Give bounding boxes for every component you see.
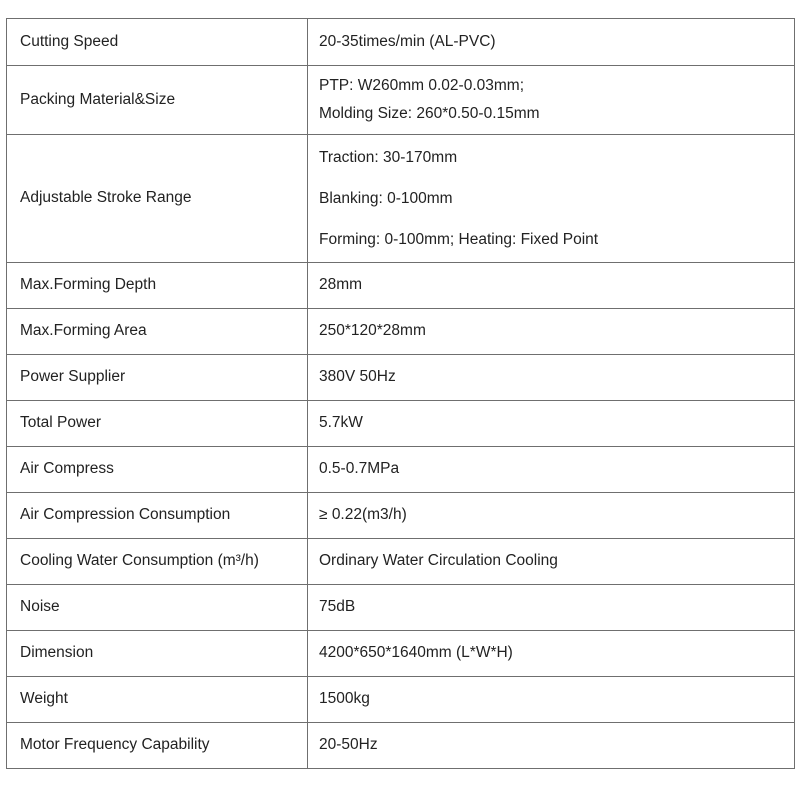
spec-value: 1500kg — [308, 677, 795, 723]
spec-value: 0.5-0.7MPa — [308, 447, 795, 493]
spec-value: 4200*650*1640mm (L*W*H) — [308, 631, 795, 677]
spec-value: 20-35times/min (AL-PVC) — [308, 19, 795, 66]
table-row — [7, 585, 795, 631]
spec-label: Max.Forming Depth — [7, 263, 308, 309]
table-row — [7, 263, 795, 309]
spec-label: Weight — [7, 677, 308, 723]
spec-value-line: Molding Size: 260*0.50-0.15mm — [319, 105, 540, 122]
spec-value: 250*120*28mm — [308, 309, 795, 355]
table-row — [7, 723, 795, 769]
spec-label: Noise — [7, 585, 308, 631]
spec-label: Air Compress — [7, 447, 308, 493]
spec-label: Motor Frequency Capability — [7, 723, 308, 769]
table-row — [7, 631, 795, 677]
spec-label: Cooling Water Consumption (m³/h) — [7, 539, 308, 585]
table-row — [7, 66, 795, 135]
spec-value-line: Traction: 30-170mm — [319, 149, 458, 166]
spec-label: Adjustable Stroke Range — [7, 135, 308, 263]
table-row — [7, 19, 795, 66]
table-row — [7, 539, 795, 585]
spec-label: Max.Forming Area — [7, 309, 308, 355]
spec-label: Cutting Speed — [7, 19, 308, 66]
spec-label: Dimension — [7, 631, 308, 677]
spec-value: Ordinary Water Circulation Cooling — [308, 539, 795, 585]
table-row — [7, 447, 795, 493]
spec-table — [6, 18, 795, 769]
spec-value: 20-50Hz — [308, 723, 795, 769]
spec-label: Total Power — [7, 401, 308, 447]
table-row — [7, 355, 795, 401]
spec-value: 75dB — [308, 585, 795, 631]
spec-label: Power Supplier — [7, 355, 308, 401]
spec-label: Packing Material&Size — [7, 66, 308, 135]
spec-value-line: Forming: 0-100mm; Heating: Fixed Point — [319, 231, 599, 248]
spec-value — [308, 66, 795, 135]
spec-value: ≥ 0.22(m3/h) — [308, 493, 795, 539]
spec-label: Air Compression Consumption — [7, 493, 308, 539]
table-row — [7, 401, 795, 447]
spec-value: 5.7kW — [308, 401, 795, 447]
table-row — [7, 309, 795, 355]
spec-value: 28mm — [308, 263, 795, 309]
spec-value: 380V 50Hz — [308, 355, 795, 401]
table-row — [7, 135, 795, 263]
table-row — [7, 493, 795, 539]
spec-value-line: Blanking: 0-100mm — [319, 190, 453, 207]
spec-value — [308, 135, 795, 263]
spec-value-line: PTP: W260mm 0.02-0.03mm; — [319, 77, 525, 94]
table-row — [7, 677, 795, 723]
